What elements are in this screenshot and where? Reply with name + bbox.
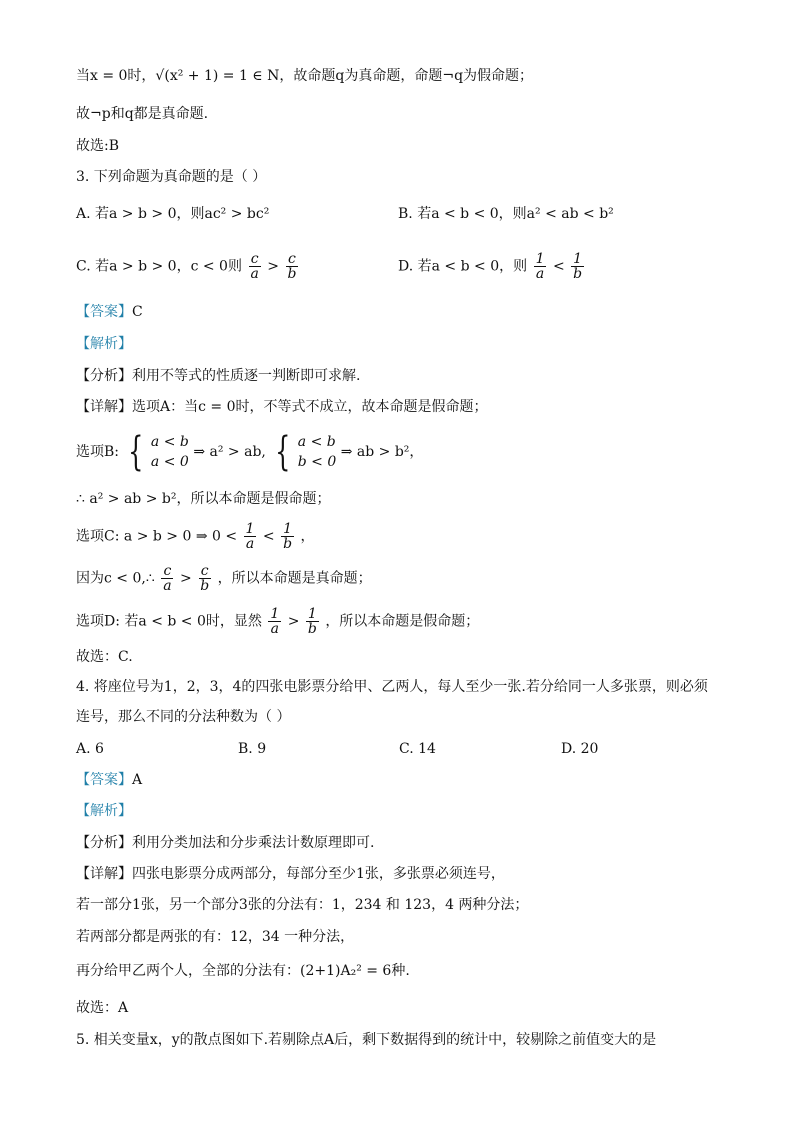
numerator: 1 [245, 521, 255, 537]
analysis-tag: 【解析】 [76, 336, 132, 352]
q4-option-c: C. 14 [399, 741, 436, 757]
option-label: 选项C: [76, 528, 120, 545]
punctuation: ， [300, 528, 315, 545]
text-line-1: 当x = 0时，√(x² + 1) = 1 ∈ N，故命题q为真命题，命题¬q为假命题； [76, 68, 534, 84]
xiangjie-text: 选项A：当c = 0时，不等式不成立，故本命题是假命题； [132, 399, 488, 415]
option-label: 选项B: [76, 444, 120, 460]
fraction [534, 252, 547, 281]
q4-line-2: 若两部分都是两张的有：12，34 一种分法， [76, 929, 355, 945]
q4-line-1: 若一部分1张，另一个部分3张的分法有：1，234 和 123，4 两种分法； [76, 897, 529, 913]
numerator: 1 [573, 251, 583, 267]
fenxi-tag: 【分析】 [76, 368, 132, 384]
q3-option-d-analysis [76, 607, 479, 636]
denominator: b [200, 578, 210, 594]
operator: > [267, 258, 279, 275]
numerator: 1 [283, 521, 293, 537]
operator: > [287, 613, 300, 630]
q3-option-d-prefix: D. 若a < b < 0，则 [398, 258, 528, 275]
q4-stem-line-2: 连号，那么不同的分法种数为（ ） [76, 709, 291, 725]
equation-system [123, 429, 189, 475]
fraction [244, 522, 257, 551]
analysis-tag: 【解析】 [76, 803, 132, 819]
denominator: a [270, 621, 279, 637]
q4-line-3: 再分给甲乙两个人，全部的分法有：(2+1)A₂² = 6种. [76, 963, 410, 979]
q3-option-d [398, 252, 586, 281]
denominator: b [307, 621, 317, 637]
numerator: c [163, 563, 172, 579]
q3-option-c-analysis [76, 522, 315, 551]
expression: 选项D: 若a < b < 0时，显然 [76, 613, 262, 630]
fraction [161, 564, 173, 593]
q3-xiangjie [76, 397, 488, 417]
q3-option-c [76, 252, 300, 281]
expression: a > b > 0 ⇒ 0 < [123, 528, 238, 545]
implication: ⇒ a² > ab, [193, 444, 266, 460]
left-brace: { [275, 429, 291, 475]
fraction [285, 252, 298, 281]
answer-value: A [132, 772, 143, 788]
denominator: a [245, 536, 255, 552]
implication: ⇒ ab > b²， [340, 444, 424, 460]
denominator: a [163, 578, 172, 594]
fraction [306, 607, 319, 636]
system-row: a < 0 [150, 454, 189, 470]
operator: > [180, 570, 192, 587]
answer-tag: 【答案】 [76, 304, 132, 320]
xiangjie-tag: 【详解】 [76, 866, 132, 882]
left-brace: { [128, 429, 144, 475]
q3-option-b-conclusion: ∴ a² > ab > b²，所以本命题是假命题； [76, 491, 331, 507]
xiangjie-tag: 【详解】 [76, 399, 132, 415]
denominator: a [535, 266, 545, 282]
denominator: b [573, 266, 583, 282]
fraction [281, 522, 294, 551]
xiangjie-text: 四张电影票分成两部分，每部分至少1张，多张票必须连号， [132, 866, 505, 882]
fraction [198, 564, 211, 593]
q4-choose: 故选：A [76, 1000, 129, 1016]
numerator: c [288, 251, 296, 267]
numerator: 1 [307, 606, 317, 622]
q4-stem-line-1: 4. 将座位号为1，2，3，4的四张电影票分给甲、乙两人，每人至少一张.若分给同一人多张票，则必须 [76, 679, 708, 695]
q4-fenxi [76, 833, 374, 853]
q3-option-b: B. 若a < b < 0，则a² < ab < b² [398, 206, 614, 222]
q3-stem: 3. 下列命题为真命题的是（ ） [76, 169, 267, 185]
q3-answer [76, 302, 143, 322]
numerator: c [200, 563, 209, 579]
fraction [268, 607, 281, 636]
expression: 因为c < 0,∴ [76, 570, 155, 587]
q4-xiangjie [76, 864, 505, 884]
numerator: 1 [270, 606, 280, 622]
q3-analysis-heading [76, 334, 132, 354]
q5-stem: 5. 相关变量x，y的散点图如下.若剔除点A后，剩下数据得到的统计中，较剔除之前值变大的是 [76, 1032, 657, 1048]
fraction [571, 252, 584, 281]
operator: < [552, 258, 565, 275]
fenxi-tag: 【分析】 [76, 835, 132, 851]
answer-value: C [132, 304, 143, 320]
q4-option-a: A. 6 [76, 741, 104, 757]
operator: < [262, 528, 275, 545]
q4-answer [76, 770, 142, 790]
q3-option-a: A. 若a > b > 0，则ac² > bc² [76, 206, 270, 222]
fenxi-text: 利用不等式的性质逐一判断即可求解. [132, 368, 361, 384]
q4-option-b: B. 9 [238, 741, 267, 757]
system-row: b < 0 [297, 454, 337, 470]
q4-analysis-heading [76, 801, 132, 821]
text-line-3: 故选:B [76, 138, 120, 154]
answer-tag: 【答案】 [76, 772, 132, 788]
fraction [248, 252, 260, 281]
q3-option-c-conclusion [76, 564, 372, 593]
conclusion-text: ，所以本命题是真命题； [217, 570, 372, 587]
q3-option-c-prefix: C. 若a > b > 0，c < 0则 [76, 258, 242, 275]
fenxi-text: 利用分类加法和分步乘法计数原理即可. [132, 835, 375, 851]
q3-choose: 故选：C. [76, 649, 133, 665]
numerator: c [250, 251, 259, 267]
q3-option-b-analysis [76, 430, 423, 474]
equation-system [270, 429, 337, 475]
denominator: b [283, 536, 293, 552]
system-row: a < b [150, 434, 189, 450]
q3-fenxi [76, 366, 360, 386]
numerator: 1 [535, 251, 545, 267]
denominator: a [250, 266, 259, 282]
text-line-2: 故¬p和q都是真命题. [76, 106, 209, 122]
conclusion-text: ，所以本命题是假命题； [325, 613, 480, 630]
denominator: b [287, 266, 297, 282]
system-row: a < b [297, 434, 336, 450]
q4-option-d: D. 20 [561, 741, 599, 757]
